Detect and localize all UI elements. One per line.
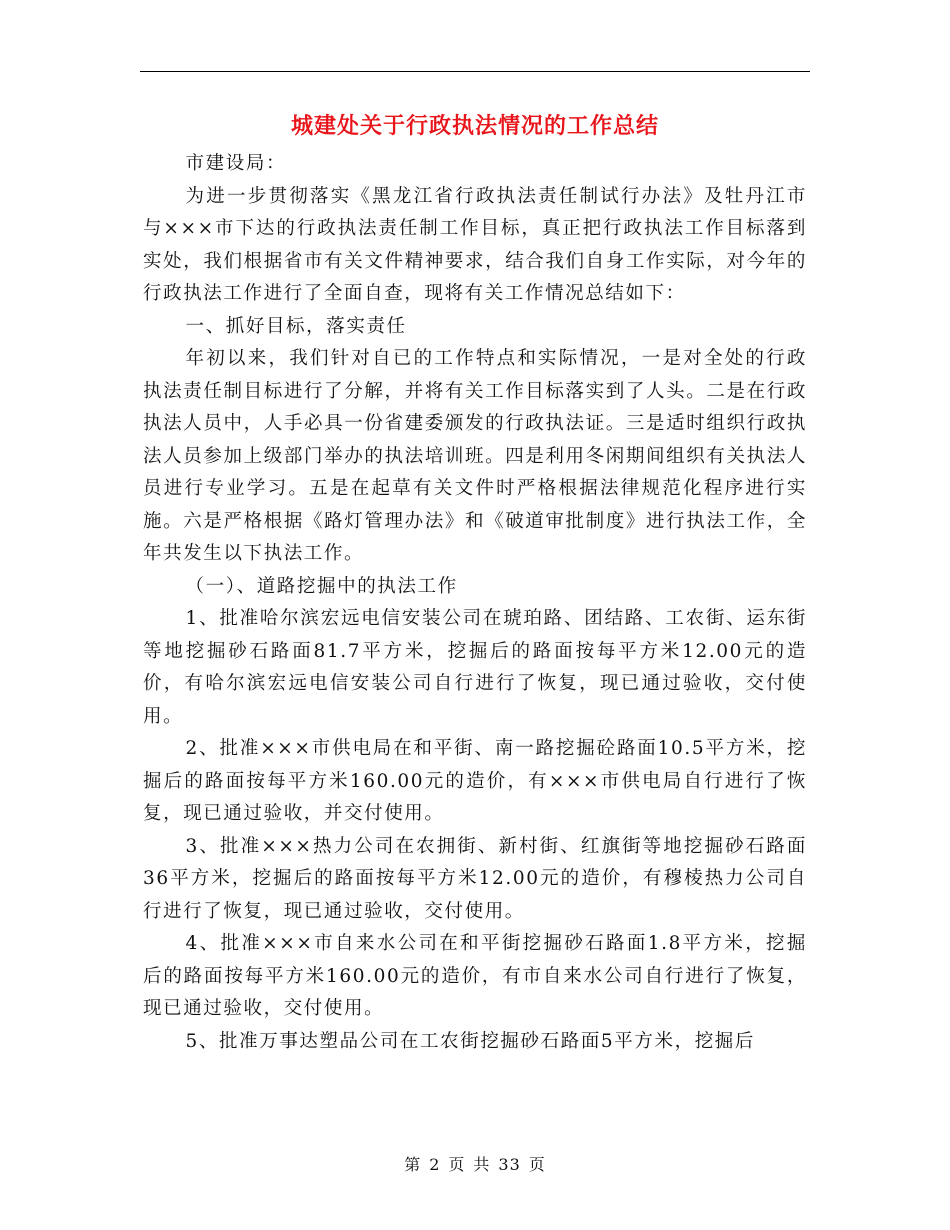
- paragraph-intro: 为进一步贯彻落实《黑龙江省行政执法责任制试行办法》及牡丹江市与×××市下达的行政执法责任制工作目标，真正把行政执法工作目标落到实处，我们根据省市有关文件精神要求，结合我们自身工作实际，对今年的行政执法工作进行了全面自查，现将有关工作情况总结如下：: [143, 185, 807, 304]
- total-pages: 33: [498, 1155, 521, 1174]
- list-item: 2、批准×××市供电局在和平街、南一路挖掘砼路面10.5平方米，挖掘后的路面按每平方米160.00元的造价，有×××市供电局自行进行了恢复，现已通过验收，并交付使用。: [143, 738, 807, 824]
- footer-suffix: 页: [528, 1155, 546, 1174]
- footer-total-word: 共: [473, 1155, 491, 1174]
- subsection-heading: （一）、道路挖掘中的执法工作: [185, 575, 458, 597]
- page-number: 2: [429, 1155, 441, 1174]
- section-heading: 一、抓好目标，落实责任: [185, 315, 407, 337]
- salutation: 市建设局：: [185, 153, 287, 174]
- header-rule: [140, 71, 810, 72]
- document-body: [143, 148, 807, 1058]
- paragraph-measures: 年初以来，我们针对自已的工作特点和实际情况，一是对全处的行政执法责任制目标进行了分解，并将有关工作目标落实到了人头。二是在行政执法人员中，人手必具一份省建委颁发的行政执法证。三是适时组织行政执法人员参加上级部门举办的执法培训班。四是利用冬闲期间组织有关执法人员进行专业学习。五是在起草有关文件时严格根据法律规范化程序进行实施。六是严格根据《路灯管理办法》和《破道审批制度》进行执法工作，全年共发生以下执法工作。: [143, 348, 807, 564]
- page-footer: [0, 1154, 950, 1176]
- list-item: 3、批准×××热力公司在农拥街、新村街、红旗街等地挖掘砂石路面36平方米，挖掘后的路面按每平方米12.00元的造价，有穆棱热力公司自行进行了恢复，现已通过验收，交付使用。: [143, 835, 807, 922]
- list-item: 5、批准万事达塑品公司在工农街挖掘砂石路面5平方米，挖掘后: [185, 1030, 755, 1052]
- list-item: 4、批准×××市自来水公司在和平街挖掘砂石路面1.8平方米，挖掘后的路面按每平方米160.00元的造价，有市自来水公司自行进行了恢复，现已通过验收，交付使用。: [143, 933, 807, 1019]
- document-title: 城建处关于行政执法情况的工作总结: [290, 113, 659, 139]
- footer-prefix: 第: [404, 1155, 422, 1174]
- list-item: 1、批准哈尔滨宏远电信安装公司在琥珀路、团结路、工农街、运东街等地挖掘砂石路面81.7平方米，挖掘后的路面按每平方米12.00元的造价，有哈尔滨宏远电信安装公司自行进行了恢复，现已通过验收，交付使用。: [143, 608, 807, 727]
- footer-page-word: 页: [448, 1155, 466, 1174]
